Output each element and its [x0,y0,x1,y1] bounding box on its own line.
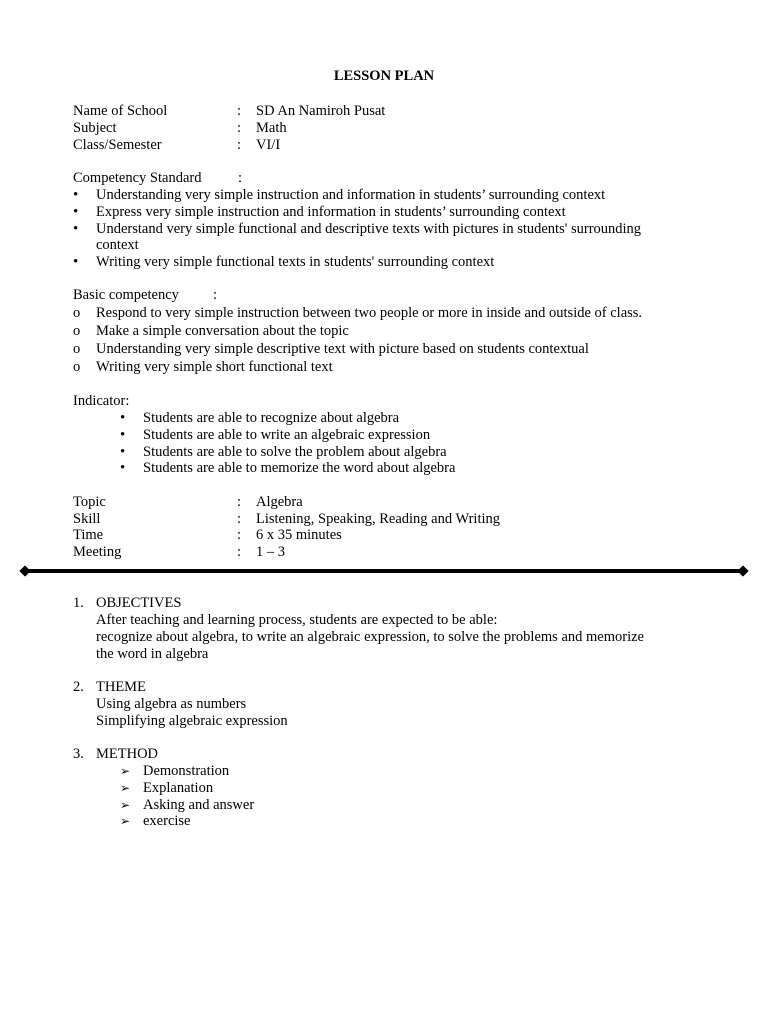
section-heading: OBJECTIVES [96,595,182,611]
list-item: • Writing very simple functional texts in students' surrounding context [73,254,703,271]
indicator-heading: Indicator: [73,393,130,409]
method-list [120,763,420,830]
list-item: • Students are able to memorize the word about algebra [120,460,540,477]
theme-text [96,696,496,730]
detail-label: Skill [73,511,101,527]
info-value: Math [256,120,287,136]
basic-colon: : [213,287,218,303]
bullet-icon [73,254,89,271]
list-item: o Make a simple conversation about the topic [73,322,713,340]
bullet-icon [73,204,89,221]
bullet-icon [120,444,136,461]
page-title: LESSON PLAN [333,68,435,84]
detail-colon: : [237,527,242,543]
basic-heading: Basic competency [73,287,179,303]
list-item: o Respond to very simple instruction between two people or more in inside and outside of class. [73,304,713,322]
divider-right-diamond-icon [737,565,748,576]
arrow-bullet-icon [120,780,136,797]
divider-left-diamond-icon [19,565,30,576]
info-colon: : [237,120,242,136]
detail-value: 1 – 3 [256,544,285,560]
detail-colon: : [237,511,242,527]
list-item: • Students are able to write an algebraic expression [120,427,540,444]
bullet-icon [120,460,136,477]
circle-bullet-icon [73,358,89,376]
competency-colon: : [238,170,243,186]
basic-list [73,304,713,376]
detail-label: Topic [73,494,106,510]
detail-label: Meeting [73,544,122,560]
arrow-bullet-icon [120,763,136,780]
objectives-text [96,612,716,662]
detail-value: Listening, Speaking, Reading and Writing [256,511,501,527]
list-item: • Understanding very simple instruction and information in students’ surrounding context [73,187,703,204]
paragraph-line: After teaching and learning process, students are expected to be able: [96,612,498,628]
list-item: o Understanding very simple descriptive text with picture based on students contextual [73,340,713,358]
detail-value: 6 x 35 minutes [256,527,342,543]
circle-bullet-icon [73,322,89,340]
list-item: • Students are able to recognize about algebra [120,410,540,427]
list-item-continuation: context [96,237,139,254]
arrow-bullet-icon [120,813,136,830]
list-item: • Understand very simple functional and descriptive texts with pictures in students' surrounding [73,221,703,238]
info-colon: : [237,137,242,153]
info-label: Subject [73,120,117,136]
info-label: Class/Semester [73,137,162,153]
bullet-icon [120,410,136,427]
paragraph-line: recognize about algebra, to write an algebraic expression, to solve the problems and memorize [96,628,644,645]
paragraph-line: Simplifying algebraic expression [96,712,288,729]
competency-list [73,187,703,271]
list-item: ➢ Explanation [120,780,420,797]
section-heading: METHOD [96,746,159,762]
list-item: • Express very simple instruction and information in students’ surrounding context [73,204,703,221]
circle-bullet-icon [73,304,89,322]
detail-colon: : [237,544,242,560]
info-value: VI/I [256,137,281,153]
competency-heading: Competency Standard [73,170,202,186]
bullet-icon [120,427,136,444]
detail-label: Time [73,527,104,543]
list-item: ➢ Asking and answer [120,797,420,814]
info-value: SD An Namiroh Pusat [256,103,386,119]
list-item: • Students are able to solve the problem about algebra [120,444,540,461]
circle-bullet-icon [73,340,89,358]
bullet-icon [73,221,89,238]
detail-colon: : [237,494,242,510]
detail-value: Algebra [256,494,303,510]
paragraph-line: Using algebra as numbers [96,696,247,712]
section-number: 3. [73,746,84,762]
info-label: Name of School [73,103,168,119]
list-item: o Writing very simple short functional text [73,358,713,376]
section-number: 1. [73,595,84,611]
section-divider [24,569,744,573]
arrow-bullet-icon [120,797,136,814]
section-number: 2. [73,679,84,695]
indicator-list [120,410,540,477]
paragraph-line: the word in algebra [96,645,209,662]
info-colon: : [237,103,242,119]
list-item: ➢ exercise [120,813,420,830]
list-item: ➢ Demonstration [120,763,420,780]
section-heading: THEME [96,679,146,695]
bullet-icon [73,187,89,204]
